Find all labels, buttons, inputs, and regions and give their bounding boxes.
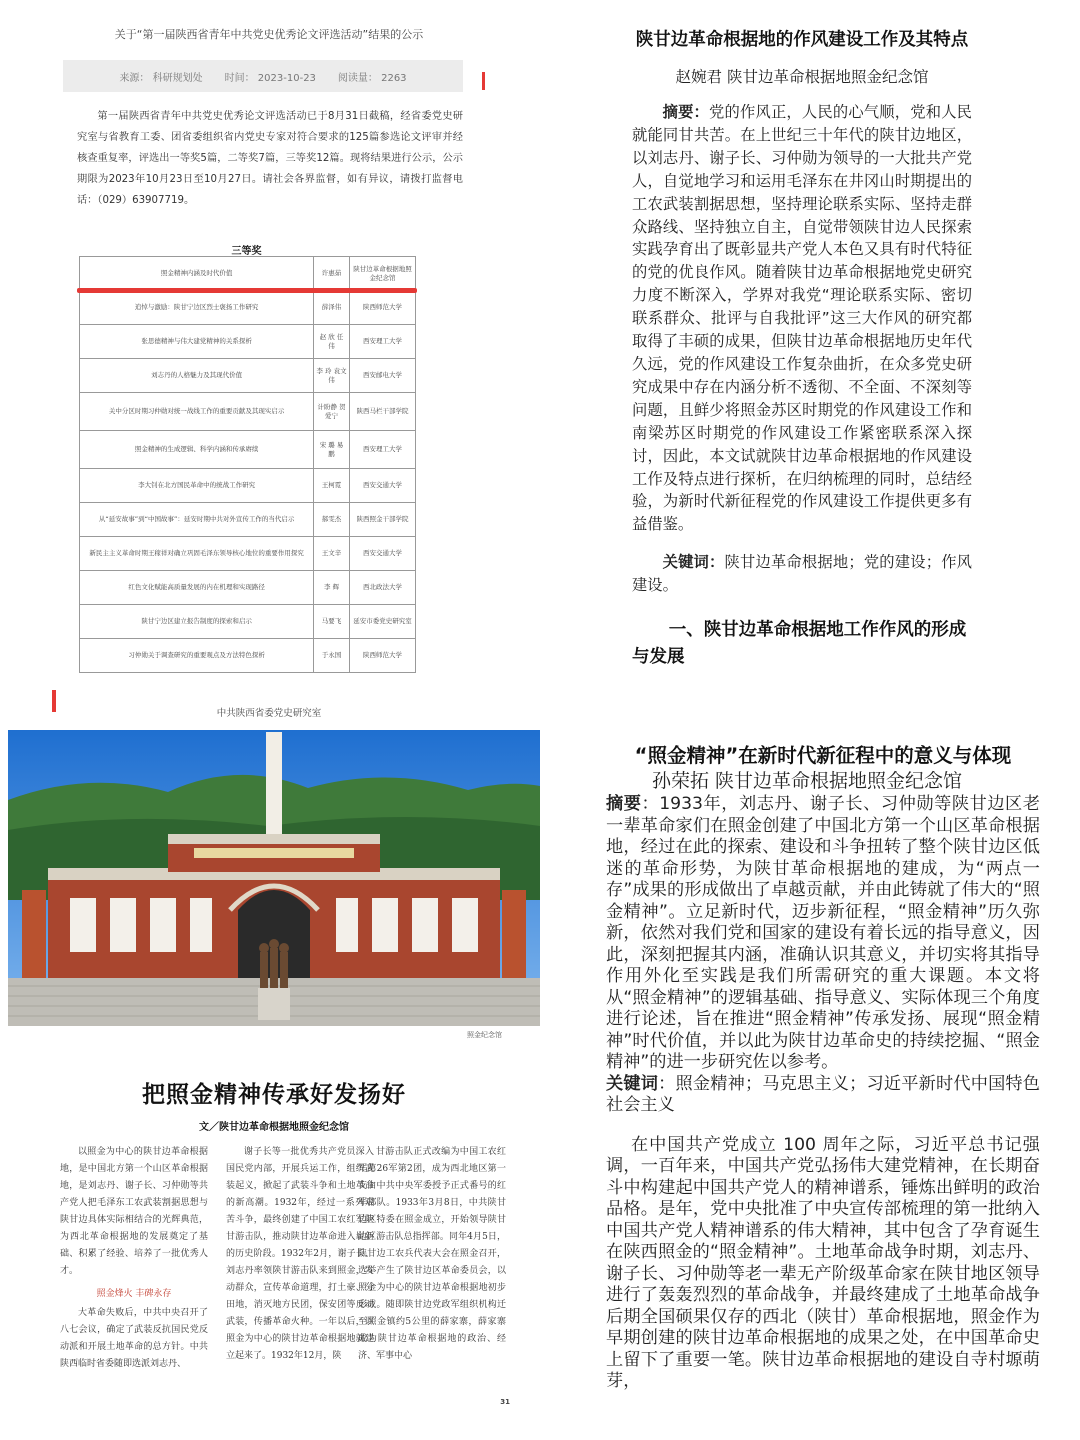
- award-title-cell: 陕甘宁边区建立报告制度的探索和启示: [80, 605, 314, 639]
- award-row: [80, 291, 416, 325]
- award-row: [80, 503, 416, 537]
- meta-source: 来源： 科研规划处: [119, 72, 203, 84]
- award-row: [80, 257, 416, 291]
- paper-excerpt-2: [606, 740, 1040, 1430]
- paper1-title: 陕甘边革命根据地的作风建设工作及其特点: [635, 30, 969, 50]
- award-row: [80, 605, 416, 639]
- paper2-keywords-label: 关键词: [606, 1073, 659, 1094]
- paper2-keywords: [606, 1074, 1040, 1117]
- award-row: [80, 393, 416, 431]
- paper2-abstract: [606, 794, 1040, 1074]
- award-row: [80, 469, 416, 503]
- award-title-cell: 红色文化赋能高质量发展的内在机理和实现路径: [80, 571, 314, 605]
- award-title-cell: 刘志丹的人格魅力及其现代价值: [80, 359, 314, 393]
- magazine-column-3: [358, 1144, 506, 1365]
- page-number: 31: [500, 1398, 510, 1406]
- award-author-cell: 计盼静 贺爱宁: [314, 393, 350, 431]
- col1-paragraph-1: 以照金为中心的陕甘边革命根据地，是中国北方第一个山区革命根据地，是刘志丹、谢子长、习仲勋等共产党人把毛泽东工农武装割据思想与陕甘边具体实际相结合的光辉典范，为西北革命根据地的发展奠定了基础、积累了经验、培养了一批优秀人才。: [60, 1147, 208, 1276]
- announcement-meta-bar: [63, 60, 463, 92]
- award-author-cell: 宋 璐 易 鹏: [314, 431, 350, 469]
- magazine-headline: 把照金精神传承好发扬好: [142, 1081, 406, 1108]
- award-author-cell: 薛泽伟: [314, 291, 350, 325]
- award-org-cell: 西安邮电大学: [349, 359, 415, 393]
- award-org-cell: 陕甘边革命根据地照金纪念馆: [349, 257, 415, 291]
- award-org-cell: 西安交通大学: [349, 537, 415, 571]
- col3-paragraph: 甘游击队正式改编为中国工农红军第26军第2团，成为西北地区第一支由中共中央军委授予正式番号的红军部队。1933年3月8日，中共陕甘边区特委在照金成立，开始领导陕甘边区游击队总指挥部。同年4月5日，陕甘边工农兵代表大会在照金召开，选举产生了陕甘边区革命委员会，以照金为中心的陕甘边革命根据地初步形成。随即陕甘边党政军组织机构迁至照金镇约5公里的薛家寨，薛家寨成为陕甘边革命根据地的政治、经济、军事中心: [358, 1147, 506, 1361]
- award-org-cell: 陕西马栏干部学院: [349, 393, 415, 431]
- meta-views: 阅读量： 2263: [337, 72, 407, 84]
- photo-caption: 照金纪念馆: [467, 1031, 502, 1039]
- paper1-author: 赵婉君 陕甘边革命根据地照金纪念馆: [675, 68, 929, 86]
- highlight-underline: [77, 288, 417, 293]
- award-org-cell: 西安理工大学: [349, 325, 415, 359]
- award-row: [80, 537, 416, 571]
- award-org-cell: 陕西师范大学: [349, 639, 415, 673]
- magazine-column-2: [226, 1144, 374, 1365]
- paper2-title: “照金精神”在新时代新征程中的意义与体现: [634, 744, 1012, 767]
- red-side-mark: [52, 690, 56, 712]
- award-author-cell: 许惠茹: [314, 257, 350, 291]
- award-org-cell: 西安理工大学: [349, 431, 415, 469]
- award-org-cell: 西北政法大学: [349, 571, 415, 605]
- memorial-hall-photo: [8, 730, 540, 1026]
- award-author-cell: 郝雯杰: [314, 503, 350, 537]
- paper2-abstract-text: ：1933年，刘志丹、谢子长、习仲勋等陕甘边区老一辈革命家们在照金创建了中国北方第一个山区革命根据地，经过在此的探索、建设和斗争扭转了整个陕甘边区低迷的革命形势，为陕甘革命根据地的建成，为“两点一存”成果的形成做出了卓越贡献，并由此铸就了伟大的“照金精神”。立足新时代，迈步新征程，“照金精神”历久弥新，依然对我们党和国家的建设有着长远的指导意义，因此，深刻把握其内涵，准确认识其意义，并切实将其指导作用外化至实践是我们所需研究的重大课题。本文将从“照金精神”的逻辑基础、指导意义、实际体现三个角度进行论述，旨在推进“照金精神”传承发扬、展现“照金精神”时代价值，并以此为陕甘边革命史的持续挖掘、“照金精神”的进一步研究佐以参考。: [606, 794, 1040, 1072]
- magazine-byline: 文／陕甘边革命根据地照金纪念馆: [199, 1122, 349, 1133]
- paper2-abstract-label: 摘要: [606, 794, 642, 814]
- award-author-cell: 王柯霓: [314, 469, 350, 503]
- announcement-footer: 中共陕西省委党史研究室: [216, 708, 322, 719]
- award-tier-label: 三等奖: [231, 246, 262, 257]
- award-author-cell: 于永国: [314, 639, 350, 673]
- magazine-column-1: [60, 1144, 208, 1373]
- paper1-abstract-label: 摘要：: [662, 103, 710, 121]
- award-author-cell: 李 玲 袁文伟: [314, 359, 350, 393]
- meta-time: 时间： 2023-10-23: [224, 72, 316, 84]
- award-row: [80, 431, 416, 469]
- paper1-keywords-text: 陕甘边革命根据地；党的建设；作风建设。: [632, 553, 972, 595]
- award-row: [80, 571, 416, 605]
- col2-paragraph: 谢子长等一批优秀共产党员深入国民党内部，开展兵运工作，组织武装起义，掀起了武装斗争和土地革命的新高潮。1932年，经过一系列艰苦斗争，最终创建了中国工农红军陕甘游击队，推动陕甘边革命进入崭新的历史阶段。1932年2月，谢子长、刘志丹率领陕甘游击队来到照金，发动群众，宣传革命道理，打土豪、分田地，消灭地方民团，保安团等反动武装，传播革命火种。一年以后，以照金为中心的陕甘边革命根据地就建立起来了。1932年12月，陕: [226, 1147, 374, 1361]
- paper1-abstract-text: 党的作风正，人民的心气顺，党和人民就能同甘共苦。在上世纪三十年代的陕甘边地区，以刘志丹、谢子长、习仲勋为领导的一大批共产党人，自觉地学习和运用毛泽东在井冈山时期提出的工农武装割据思想，坚持理论联系实际、坚持走群众路线、坚持独立自主，自觉带领陕甘边人民探索实践孕育出了既彰显共产党人本色又具有时代特征的党的优良作风。随着陕甘边革命根据地党史研究力度不断深入，学界对我党“理论联系实际、密切联系群众、批评与自我批评”这三大作风的研究都取得了丰硕的成果，但陕甘边革命根据地历史年代久远，党的作风建设工作复杂曲折，在众多党史研究成果中存在内涵分析不透彻、不全面、不深刻等问题，且鲜少将照金苏区时期党的作风建设工作和南梁苏区时期党的作风建设工作紧密联系深入探讨，因此，本文试就陕甘边革命根据地的作风建设工作及特点进行探析，在归纳梳理的同时，总结经验，为新时代新征程党的作风建设工作提供更多有益借鉴。: [632, 103, 972, 534]
- paper1-section-heading: 一、陕甘边革命根据地工作作风的形成与发展: [632, 620, 967, 668]
- award-title-cell: 照金精神内涵及时代价值: [80, 257, 314, 291]
- award-author-cell: 马要飞: [314, 605, 350, 639]
- award-author-cell: 李 辉: [314, 571, 350, 605]
- award-title-cell: 张思德精神与伟大建党精神的关系探析: [80, 325, 314, 359]
- award-author-cell: 王文辛: [314, 537, 350, 571]
- paper1-keywords: [632, 551, 972, 597]
- red-edge-mark: [482, 72, 485, 90]
- award-title-cell: 新民主主义革命时期王稼祥对确立巩固毛泽东领导核心地位的重要作用探究: [80, 537, 314, 571]
- paper1-keywords-label: 关键词：: [662, 553, 725, 572]
- award-row: [80, 639, 416, 673]
- paper1-abstract: [632, 101, 972, 536]
- col1-subheading: 照金烽火 丰碑永存: [96, 1289, 172, 1299]
- col1-paragraph-2: 大革命失败后，中共中央召开了八七会议，确定了武装反抗国民党反动派和开展土地革命的总方针。中共陕西临时省委随即选派刘志丹、: [60, 1308, 208, 1369]
- award-org-cell: 陕西照金干部学院: [349, 503, 415, 537]
- paper2-keywords-text: ：照金精神；马克思主义；习近平新时代中国特色社会主义: [606, 1073, 1040, 1115]
- award-org-cell: 陕西师范大学: [349, 291, 415, 325]
- award-title-cell: 追悼与激励：陕甘宁边区烈士褒扬工作研究: [80, 291, 314, 325]
- award-author-cell: 赵 欣 任 伟: [314, 325, 350, 359]
- award-title-cell: 李大钊在北方国民革命中的统战工作研究: [80, 469, 314, 503]
- magazine-page: [8, 730, 540, 1420]
- award-row: [80, 325, 416, 359]
- announcement-title: 关于“第一届陕西省青年中共党史优秀论文评选活动”结果的公示: [114, 28, 424, 41]
- announcement-body: 第一届陕西省青年中共党史优秀论文评选活动已于8月31日截稿，经省委党史研究室与省教育工委、团省委组织省内党史专家对符合要求的125篇参选论文评审并经核查重复率，评选出一等奖5篇，二等奖7篇，三等奖12篇。现将结果进行公示，公示期限为2023年10月23日至10月27日。请社会各界监督，如有异议，请拨打监督电话：（029）63907719。: [77, 111, 463, 206]
- award-title-cell: 从“延安故事”到“中国故事”：延安时期中共对外宣传工作的当代启示: [80, 503, 314, 537]
- award-title-cell: 照金精神的生成逻辑、科学内涵和传承赓续: [80, 431, 314, 469]
- award-org-cell: 延安市委党史研究室: [349, 605, 415, 639]
- award-table: [79, 256, 416, 673]
- announcement-panel: [55, 8, 483, 720]
- paper-excerpt-1: [632, 26, 972, 666]
- award-title-cell: 关中分区时期习仲勋对统一战线工作的重要贡献及其现实启示: [80, 393, 314, 431]
- award-title-cell: 习仲勋关于调查研究的重要观点及方法特色探析: [80, 639, 314, 673]
- paper2-body: 在中国共产党成立 100 周年之际，习近平总书记强调，一百年来，中国共产党弘扬伟大建党精神，在长期奋斗中构建起中国共产党人的精神谱系，锤炼出鲜明的政治品格。是年，党中央批准了中央宣传部梳理的第一批纳入中国共产党人精神谱系的伟大精神，其中包含了孕育诞生在陕西照金的“照金精神”。土地革命战争时期，刘志丹、谢子长、习仲勋等老一辈无产阶级革命家在陕甘地区领导进行了轰轰烈烈的革命战争，并最终建成了土地革命战争后期全国硕果仅存的西北（陕甘）革命根据地，照金作为早期创建的陕甘边革命根据地的成果之处，在中国革命史上留下了重要一笔。陕甘边革命根据地的建设自寺村塬萌芽，: [606, 1134, 1040, 1391]
- award-row: [80, 359, 416, 393]
- paper2-author: 孙荣拓 陕甘边革命根据地照金纪念馆: [652, 770, 963, 792]
- award-org-cell: 西安交通大学: [349, 469, 415, 503]
